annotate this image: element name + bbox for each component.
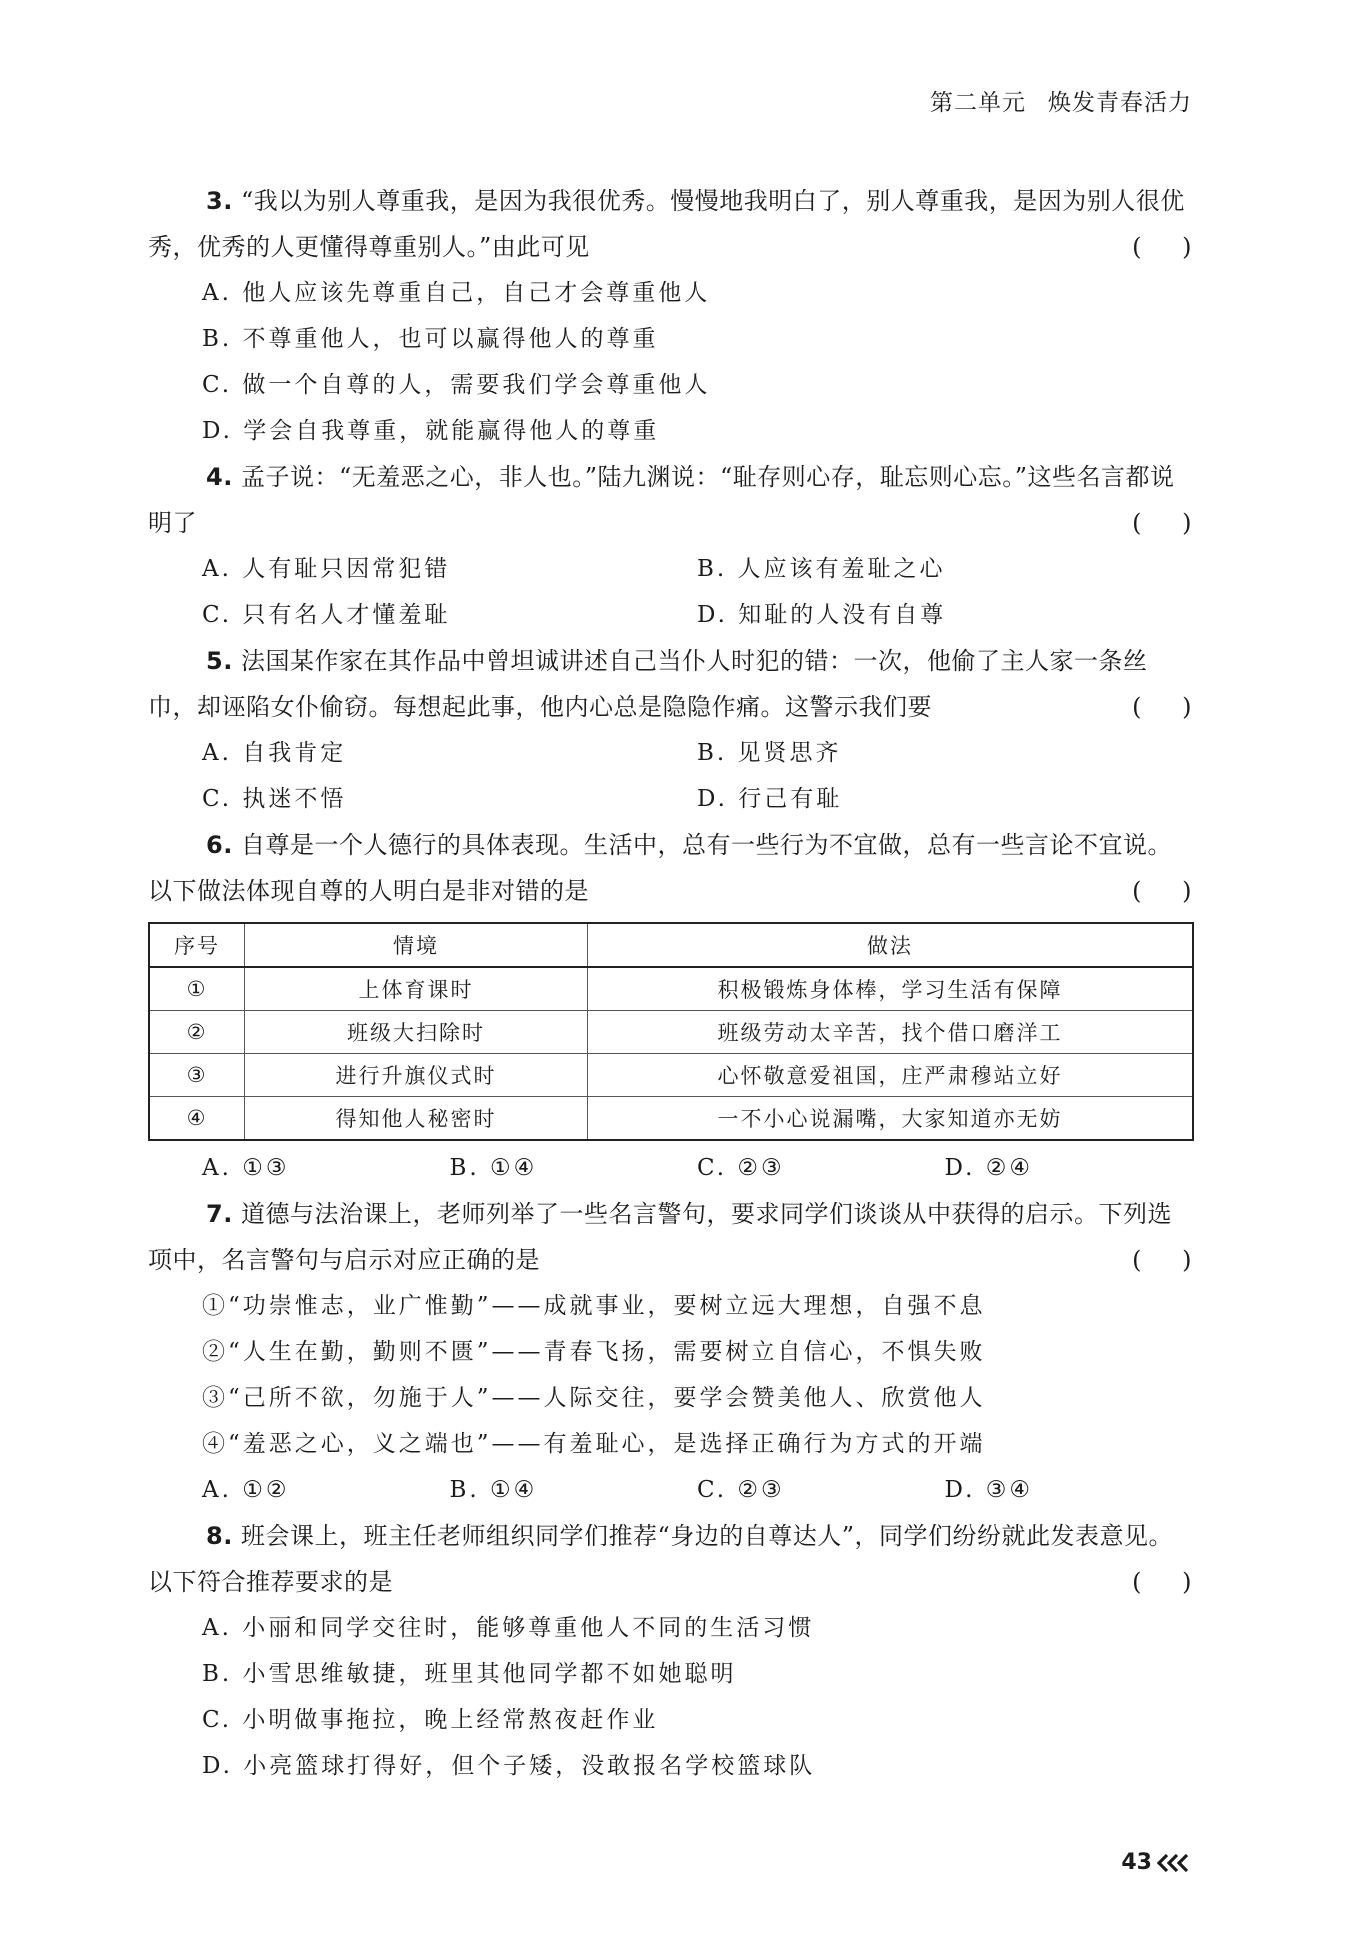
option-c: C. 小明做事拖拉，晚上经常熬夜赶作业	[202, 1707, 659, 1733]
table-header-cell: 序号	[149, 923, 245, 967]
option-c: C. ②③	[697, 1155, 785, 1181]
table-cell: ④	[149, 1097, 245, 1141]
table-header-cell: 做法	[588, 923, 1194, 967]
option-row	[148, 776, 1192, 822]
table-cell: 心怀敬意爱祖国，庄严肃穆站立好	[588, 1054, 1194, 1097]
option-d: D. 行己有耻	[697, 786, 843, 812]
statement-item: ④“羞恶之心，义之端也”——有羞耻心，是选择正确行为方式的开端	[202, 1431, 986, 1457]
option-c: C. ②③	[697, 1477, 785, 1503]
option-d: D. 知耻的人没有自尊	[697, 602, 947, 628]
question-4	[148, 454, 1192, 638]
option-d: D. ②④	[944, 1155, 1033, 1181]
table-cell: ②	[149, 1011, 245, 1054]
question-8	[148, 1513, 1192, 1789]
question-3	[148, 178, 1192, 454]
table-row	[149, 1054, 1193, 1097]
answer-paren: ( )	[1132, 233, 1192, 261]
page-number: 43	[1121, 1850, 1152, 1875]
table-cell: 上体育课时	[245, 967, 588, 1011]
option-c: C. 做一个自尊的人，需要我们学会尊重他人	[202, 372, 711, 398]
table-cell: 得知他人秘密时	[245, 1097, 588, 1141]
question-5	[148, 638, 1192, 822]
option-b: B. ①④	[449, 1155, 538, 1181]
table-cell: ①	[149, 967, 245, 1011]
option-b: B. 人应该有羞耻之心	[697, 556, 946, 582]
table-cell: 积极锻炼身体棒，学习生活有保障	[588, 967, 1194, 1011]
option-d: D. 小亮篮球打得好，但个子矮，没敢报名学校篮球队	[202, 1753, 816, 1779]
table-cell: 进行升旗仪式时	[245, 1054, 588, 1097]
table-cell: 班级大扫除时	[245, 1011, 588, 1054]
table-row	[149, 967, 1193, 1011]
question-list	[148, 178, 1192, 1789]
option-b: B. 小雪思维敏捷，班里其他同学都不如她聪明	[202, 1661, 737, 1687]
table-cell: 一不小心说漏嘴，大家知道亦无妨	[588, 1097, 1194, 1141]
option-c: C. 只有名人才懂羞耻	[202, 602, 451, 628]
running-header	[930, 84, 1192, 117]
table-header-cell: 情境	[245, 923, 588, 967]
option-row	[148, 546, 1192, 592]
question-stem: 6. 自尊是一个人德行的具体表现。生活中，总有一些行为不宜做，总有一些言论不宜说。以下做法体现自尊的人明白是非对错的是 ( )	[148, 822, 1192, 914]
option-a: A. 人有耻只因常犯错	[202, 556, 451, 582]
option-a: A. 小丽和同学交往时，能够尊重他人不同的生活习惯	[202, 1615, 815, 1641]
statement-item: ①“功崇惟志，业广惟勤”——成就事业，要树立远大理想，自强不息	[202, 1293, 986, 1319]
option-row	[148, 1467, 1192, 1513]
table-row	[149, 1097, 1193, 1141]
question-stem: 8. 班会课上，班主任老师组织同学们推荐“身边的自尊达人”，同学们纷纷就此发表意见。以下符合推荐要求的是 ( )	[148, 1513, 1192, 1605]
option-d: D. 学会自我尊重，就能赢得他人的尊重	[202, 418, 660, 444]
statement-item: ②“人生在勤，勤则不匮”——青春飞扬，需要树立自信心，不惧失败	[202, 1339, 986, 1365]
option-a: A. ①③	[202, 1155, 290, 1181]
option-b: B. 不尊重他人，也可以赢得他人的尊重	[202, 326, 659, 352]
unit-title: 焕发青春活力	[1048, 90, 1192, 116]
question-stem: 5. 法国某作家在其作品中曾坦诚讲述自己当仆人时犯的错：一次，他偷了主人家一条丝巾，却诬陷女仆偷窃。每想起此事，他内心总是隐隐作痛。这警示我们要 ( )	[148, 638, 1192, 730]
question-stem: 7. 道德与法治课上，老师列举了一些名言警句，要求同学们谈谈从中获得的启示。下列选项中，名言警句与启示对应正确的是 ( )	[148, 1191, 1192, 1283]
unit-label: 第二单元	[930, 90, 1026, 116]
option-row	[148, 730, 1192, 776]
option-d: D. ③④	[944, 1477, 1033, 1503]
option-b: B. 见贤思齐	[697, 740, 842, 766]
question-stem: 3. “我以为别人尊重我，是因为我很优秀。慢慢地我明白了，别人尊重我，是因为别人很优秀，优秀的人更懂得尊重别人。”由此可见 ( )	[148, 178, 1192, 270]
table-header-row	[149, 923, 1193, 967]
scenario-table	[148, 922, 1194, 1141]
answer-paren: ( )	[1132, 877, 1192, 905]
page-footer	[1121, 1850, 1192, 1875]
question-7	[148, 1191, 1192, 1513]
answer-paren: ( )	[1132, 1246, 1192, 1274]
table-cell: ③	[149, 1054, 245, 1097]
option-c: C. 执迷不悟	[202, 786, 347, 812]
answer-paren: ( )	[1132, 1568, 1192, 1596]
option-a: A. 自我肯定	[202, 740, 347, 766]
triple-chevron-left-icon	[1156, 1853, 1192, 1873]
answer-paren: ( )	[1132, 509, 1192, 537]
option-row	[148, 592, 1192, 638]
option-a: A. ①②	[202, 1477, 290, 1503]
question-6	[148, 822, 1192, 1191]
option-b: B. ①④	[449, 1477, 538, 1503]
table-row	[149, 1011, 1193, 1054]
table-cell: 班级劳动太辛苦，找个借口磨洋工	[588, 1011, 1194, 1054]
question-stem: 4. 孟子说：“无羞恶之心，非人也。”陆九渊说：“耻存则心存，耻忘则心忘。”这些名言都说明了 ( )	[148, 454, 1192, 546]
option-a: A. 他人应该先尊重自己，自己才会尊重他人	[202, 280, 711, 306]
option-row	[148, 1145, 1192, 1191]
statement-item: ③“己所不欲，勿施于人”——人际交往，要学会赞美他人、欣赏他人	[202, 1385, 986, 1411]
answer-paren: ( )	[1132, 693, 1192, 721]
